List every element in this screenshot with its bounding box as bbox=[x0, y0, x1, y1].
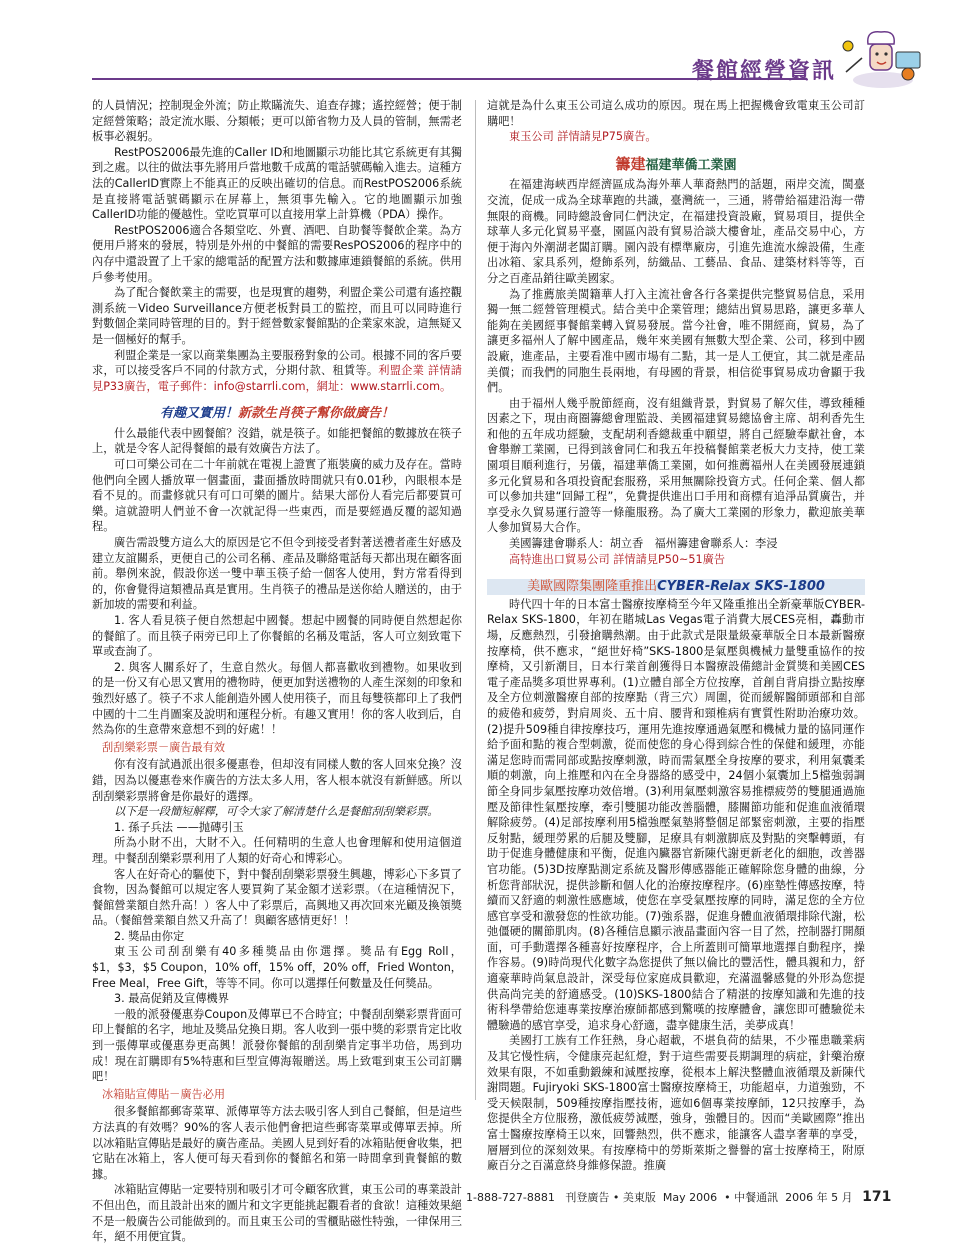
footer-date-en: May 2006 bbox=[662, 1191, 718, 1204]
left-column bbox=[92, 98, 462, 1245]
paragraph: 一般的派發優惠券Coupon及傳單已不合時宜；中餐刮刮樂彩票背面可印上餐館的名字，地址及獎品兌換日期。客人收到一張中獎的彩票肯定比收到一張傳單或優惠券更高興！派發你餐館的刮刮樂肯定事半功倍，馬到功成！現在訂購即有5%特惠和巨型宣傳海報贈送。馬上致電到東玉公司訂購吧！ bbox=[92, 1007, 462, 1084]
paragraph: 廣告需設雙方這么大的原因是它不但令到接受者對著送禮者產生好感及建立友誼關系，更便自己的公司名稱、產品及聯絡電話每天都出現在顧客面前。舉例來說，假設你送一雙中華玉筷子給一個客人使用，對方常看得到的，你會覺得這類禮品真是實用。生肖筷子的禮品是送你給人贈送的，由于新加坡的需要和利益。 bbox=[92, 536, 462, 612]
paragraph: RestPOS2006最先進的Caller ID和地圖顯示功能比其它系統更有其獨到之處。以往的做法事先將用戶當地數千成萬的電話號碼輸入進去。這種方法的CallerID實際上不能真正的反映出確切的信息。而RestPOS2006系統是直接將電話號碼顯示在屏幕上，無須事先輸入。它的地圖顯示加強CallerID功能的優越性。堂吃買單可以直接用掌上計算機（PDA）操作。 bbox=[92, 145, 462, 222]
paragraph: 所為小財不出，大財不入。任何精明的生意人也會理解和使用這個道理。中餐刮刮樂彩票利用了人類的好奇心和博彩心。 bbox=[92, 836, 462, 865]
ad-reference: 高特進出口貿易公司 詳情請見P50~51廣告 bbox=[509, 552, 725, 566]
subheading: 刮刮樂彩票－廣告最有效 bbox=[102, 740, 226, 754]
footer-publication: 刊登廣告 • 美東版 bbox=[565, 1191, 656, 1204]
heading-part: 美歐國際集團隆重推出 bbox=[527, 579, 658, 595]
paragraph: 你有沒有試過派出很多優惠卷，但却沒有同樣人數的客人回來兌換？沒錯，因為以優惠卷來作廣告的方法太多人用，客人根本就沒有新鮮感。所以刮刮樂彩票將會是你最好的選擇。 bbox=[92, 758, 462, 803]
ad-reference: 利盟企業 詳情請見P33廣告，電子郵件：info@starrli.com，網址：www.starrli.com。 bbox=[92, 364, 462, 393]
subheading: 冰箱貼宣傳貼－廣告必用 bbox=[102, 1087, 226, 1101]
paragraph: 時代四十年的日本富士醫療按摩椅至今年又隆重推出全新豪華版CYBER-Relax SKS-1800，年初在賭城Las Vegas電子消費大展CES亮相，轟動市場，反應熱烈，引發搶購熱潮。由于此款式是限量級豪華版全日本最新醫療按摩椅，供不應求，“絕世好椅”SKS-1800是氣壓與機械力量雙重協作的按摩椅，又引新潮目，日本行業首創獲得日本醫療設備總計金質獎和美國CES電子產品獎多項世界專利。(1)立體自部全方位按摩，首創自背肩掛立點按摩及全方位刺激醫療自部的按摩點（背三穴）周圍，從而緩解醫師頭部和自部的疲倦和疲勞，對肩周炎、五十肩、腰背和頸椎病有實質性附助治療功效。(2)提升509種自律按摩技巧，運用先進按摩通過氣壓和機械力量的協同運作給予面和點的複合型刺激，從而使您的身心得到綜合性的保健和緩理，亦能滿足您時而需同部或點按摩刺激，時而需氣壓全身按摩的要求，利用氣囊柔順的刺激，向上推壓和內在全身器絡的感受中，24個小氣囊加上5檔強弱調節全身同步氣壓按摩功效倍增。(3)利用氣壓刺激容易推標疲勞的雙腿通過施壓及節律性氣壓按摩，牽引雙腿功能改善腦體，膝關節功能和促進血液循環解除疲勞。(4)足部按摩利用5檔強壓氣墊將整個足部緊密刺激，主要的指壓反射點，緩理勞累的后腿及雙腳，足療具有刺激脚底及對點的突擊轉頭，有助于促進身體健康和平衡，促進內臟器官新陳代謝更新老化的細胞，改善器官功能。(5)3D按摩點測定系統及醫形傳感器能正確解除您身體的曲線，分析您背部狀況，提供診斷和個人化的治療按摩程序。(6)座墊性傳感按摩，特續而又舒適的刺激性感應域，使您在享受氣壓按摩的同時，滿足您的全方位感官享受和激發您的性欲功能。(7)強系器，促進身體血液循環排除代謝，松弛僵硬的關節肌肉。(8)各種信息顯示液晶畫面內容一目了然，控制器打開顏面，可手動選擇各種喜好按摩程序，合上所蓋則可簡單地選擇自動程序，操作容易。(9)時尚現代化數字為您提供了無以倫比的豐活性，體具親和力，舒適豪華時尚氣息設計，深受每位家庭成員歡迎，充滿溫馨感覺的外形為您提供高尚完美的舒適感受。(10)SKS-1800結合了精湛的按摩知識和先進的技術科學帶給您連專業按摩治療師都感到驚嘆的按摩體會，讓您即可體驗從未體驗過的感官享受，追求身心舒適，盡享健康生活，美夢成真！ bbox=[487, 597, 865, 1032]
paragraph: 為了推薦旅美閩籍華人打入主流社會各行各業提供完整貿易信息，采用獨一無二經營管理模式。結合美中企業管理；總結出貿易思路，讓更多華人能夠在美國經事餐館業轉入貿易發展。當今社會，唯不開經商，貿易，為了讓更多福州人了解中國產品，幾年來美國有無數大型企業、公司，移到中國設廠，進產品，主要看准中國市場有二點，其一是人工便宜，其二就是產品美價；而我們的同胞生長兩地，有母國的背景，相信從事貿易成功會顯于我們。 bbox=[487, 287, 865, 395]
paragraph: 東玉公司刮刮樂有40多種獎品由你選擇。獎品有Egg Roll，$1，$3，$5 Coupon，10% off，15% off，20% off，Fried Wonton，Free Meal，Free Gift，等等不同。你可以選擇任何數量及任何獎品。 bbox=[92, 945, 462, 990]
paragraph: 什么最能代表中國餐館？沒錯，就是筷子。如能把餐館的數據放在筷子上，就是令客人記得餐館的最有效廣告方法了。 bbox=[92, 426, 462, 456]
paragraph: 很多餐館都郵寄菜單、派傳單等方法去吸引客人到自己餐館，但是這些方法真的有效嗎？90%的客人表示他們會把這些郵寄菜單或傳單丟掉。所以冰箱貼宣傳貼是最好的廣告產品。美國人見到好看的冰箱貼便會收集，把它貼在冰箱上，客人便可每天看到你的餐館名和第一時間拿到貴餐館的數據。 bbox=[92, 1105, 462, 1181]
article-heading bbox=[487, 579, 865, 595]
heading-part: 籌建 bbox=[615, 154, 646, 173]
italic-note: 以下是一段簡短解釋，可令大家了解清楚什么是餐館刮刮樂彩票。 bbox=[114, 805, 439, 819]
footer-publication-name: • 中餐通訊 bbox=[724, 1191, 779, 1204]
paragraph: 的人員情況；控制現金外流；防止欺瞞流失、追查存據；遙控經營；便于制定經營策略；設定流水賬、分類帳；更可以節省物力及人員的管制，無需老板事必親躬。 bbox=[92, 99, 462, 144]
page-footer bbox=[466, 1189, 891, 1205]
paragraph: 客人在好奇心的驅使下，對中餐刮刮樂彩票發生興趣，博彩心下多買了食物，因為餐館可以規定客人要買夠了某金額才送彩票。（在這種情況下，餐館營業額自然升高！）客人中了彩票后，高興地又再次回來光顧及換領獎品。（餐館營業額自然又升高了！與顧客感情更好！！ bbox=[92, 867, 462, 928]
heading-part: 福建華僑工業園 bbox=[645, 157, 737, 173]
footer-date-zh: 2006 年 5 月 bbox=[785, 1191, 853, 1204]
heading-part: CYBER-Relax SKS-1800 bbox=[657, 579, 825, 595]
paragraph: 可口可樂公司在二十年前就在電視上證實了瓶裝廣的威力及存在。當時他們向全國人播放單一個畫面，畫面播放時間就只有0.01秒，內眼根本是看不見的。而畫修就只有可口可樂的圖片。結果大部份人看完后都要買可樂。這就證明人們並不會一次就記得一些東西，而是要經過反覆的認知過程。 bbox=[92, 458, 462, 534]
heading-part: 新款生肖筷子幫你做廣告！ bbox=[238, 406, 395, 422]
footer-phone: 1-888-727-8881 bbox=[466, 1191, 555, 1204]
paragraph: RestPOS2006適合各類堂吃、外賣、酒吧、自助餐等餐飲企業。為方便用戶將來的發展，特別是外州的中餐館的需要ResPOS2006的程序中的內存中還設置了上千家的總電話的配置方法和數據庫連鎖餐館的系統。供用戶參考使用。 bbox=[92, 223, 462, 284]
column-divider bbox=[475, 100, 476, 1100]
paragraph: 這就是為什么東玉公司這么成功的原因。現在馬上把握機會致電東玉公司訂購吧！ bbox=[487, 99, 865, 128]
list-item: 1. 孫子兵法 ——抛磚引玉 bbox=[114, 820, 244, 834]
list-item: 2. 與客人關系好了，生意自然火。每個人都喜歡收到禮物。如果收到的是一份又有心思又實用的禮物時，便更加對送禮物的人產生深刻的印象和強烈好感了。筷子不求人能創造外國人使用筷子，而且每雙筷都印上了我們中國的十二生肖圖案及說明和運程分析。有趣又實用！你的客人收到后，自然為你的生意帶來意想不到的好處！！ bbox=[92, 660, 462, 737]
paragraph: 由于福州人幾乎脫節經商，沒有組織背景，對貿易了解欠佳，導致種種因素之下，現由商圈籌總會理監設、美國福建貿易總協會主席、胡利香先生和他的五年成功經驗，支配胡利香總裁重中願望，將自己經驗奉獻社會，本會舉辦工業園，已得到該會同仁和我五年投稿餐館業老板大力支持，使工業園項目順利進行，另儀，福建華僑工業園，如何推薦福州人在美國發展連鎖多元化貿易和各項投資配套服務，采用無關除投資方式。任何企業、個人都可以參加共建“回歸工程”，免費提供進出口手用和商標有追淨品質廣告，并享受永久貿易運行證等一條龍服務。為了廣大工業園的形象力，歡迎旅美華人參加貿易大合作。 bbox=[487, 396, 865, 535]
paragraph: 在福建海峽西岸經濟區成為海外華人華裔熱門的話題，兩岸交流，閩臺交流，促成一成為全球華跑的共識，臺灣統一，三通，將帶給福建沿海一帶無限的商機。同時總設會同仁們決定，在福建投資設廠，貿易項目，提供全球華人多元化貿易平臺，園區內設有貿易洽談大樓會址，產品交易中心，方便于海內外潮湖老闆訂購。園內設有標準廠房，引進先進流水線設備，生產出冰箱、家具系列，燈飾系列，紡織品、工藝品、食品、建築材料等等，百分之百產品銷往歐美國家。 bbox=[487, 178, 865, 285]
paragraph: 美國打工族有工作狂熱，身心超載，不堪負荷的結果，不少罹患職業病及其它慢性病，令健康亮起紅燈，對于這些需要長期調理的病症，針藥治療效果有限，不如重動鍛練和減壓按摩，從根本上解決整體血液循環及新陳代謝問題。Fujiryoki SKS-1800富士醫療按摩椅王，功能超卓，力道強勁，不受天候限制，509種按摩指壓技術，遮如6個專業按摩師，12只按摩手，為您提供全方位服務，激低疲勞減壓，強身，強體目的。因而“美歐國際”推出富士醫療按摩椅王以來，回響熱烈，供不應求，能讓客人盡享奢華的享受，層層到位的深刻效果。有按摩椅中的勞斯萊斯之譽譽的富士按摩椅王，附原廠百分之百滿意終身維修保證。推廣 bbox=[487, 1034, 865, 1173]
section-title: 餐館經營資訊 bbox=[691, 59, 836, 84]
paragraph: 冰箱貼宣傳貼一定要特別和吸引才可令顧客欣賞，東玉公司的專業設計不但出色，而且設計出來的圖片和文字更能挑起觀看者的食欲！這種效果絕不是一般廣告公司能做到的。而且東玉公司的雪櫃貼磁性特強，一律保用三年，絕不用便宜貨。 bbox=[92, 1183, 462, 1244]
right-column bbox=[487, 98, 865, 1174]
paragraph-text: 利盟企業是一家以商業集團為主要服務對象的公司。根據不同的客戶要求，可以接受客戶不同的付款方式，分期付款、租賃等。 bbox=[92, 348, 462, 378]
ad-reference: 東玉公司 詳情請見P75廣告。 bbox=[509, 130, 657, 144]
paragraph bbox=[92, 348, 462, 395]
list-item: 2. 獎品由你定 bbox=[114, 929, 185, 943]
article-heading bbox=[487, 154, 865, 174]
page-number: 171 bbox=[862, 1189, 892, 1205]
heading-part: 有趣又實用！ bbox=[159, 406, 238, 422]
paragraph: 為了配合餐飲業主的需要，也是現實的趨勢，利盟企業公司還有遙控觀測系統－Video Surveillance方便老板對員工的監控，而且可以同時進行對數個企業同時管理的目的。對于經營數家餐館點的企業家來說，這無疑又是一個極好的幫手。 bbox=[92, 286, 462, 346]
chef-illustration-icon bbox=[838, 22, 928, 92]
paragraph: 美國籌建會聯系人：胡立香 福州籌建會聯系人：李浸 bbox=[509, 537, 778, 551]
list-item: 1. 客人看見筷子便自然想起中國餐。想起中國餐的同時便自然想起你的餐館了。而且筷子兩旁已印上了你餐館的名稱及電話，客人可立刻致電下單或查詢了。 bbox=[92, 614, 462, 659]
list-item: 3. 最高促銷及宣傳機界 bbox=[114, 992, 229, 1006]
article-heading bbox=[92, 406, 462, 422]
